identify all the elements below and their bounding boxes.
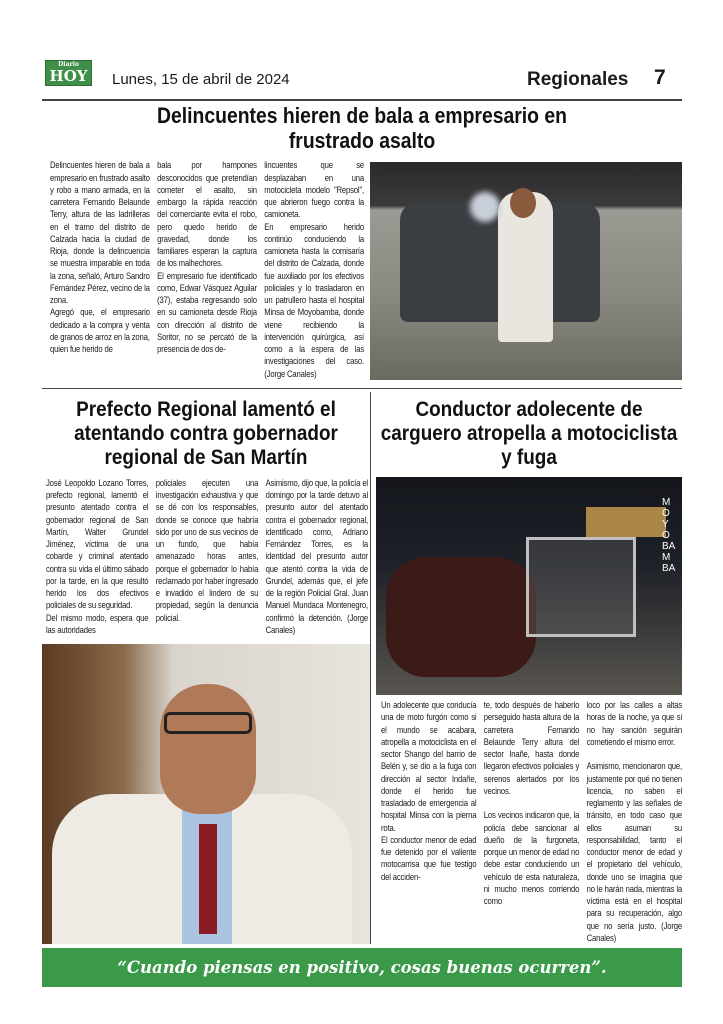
- issue-date: Lunes, 15 de abril de 2024: [112, 71, 290, 88]
- article3-body: [381, 699, 682, 944]
- section-name: Regionales: [527, 69, 629, 90]
- article2-body-wrap: [42, 477, 370, 636]
- article1-title: Delincuentes hieren de bala a empresario en frustrado asalto: [157, 103, 567, 153]
- article2-body: [46, 477, 368, 636]
- article1-photo: [370, 162, 682, 380]
- logo-small-text: Diario: [58, 61, 79, 68]
- article3-column: Un adolecente que conducía una de moto furgón como si el mundo se acabara, atropella a motociclista en el sector Shango del barrio de Belén y, se dio a la fuga con dirección al sector Indañe, donde el herido fue trasladado de emergencia al hospital Minsa con la pierna rota. El conductor menor de edad fue detenido por el valiente motocarrisa que fue testigo del acciden-: [381, 699, 477, 882]
- prefect-portrait-photo: [42, 644, 370, 944]
- article1-column: bala por hampones desconocidos que pretendían cometer el asalto, sin embargo la rápida reacción del comerciante evita el robo, pero quedo herido de gravedad, donde los familiares esperan la captura de los malhechores. El empresario fue identificado como, Edwar Vásquez Aguilar (37), estaba regresando solo en su camioneta desde Rioja con dirección al distrito de Soritor, no se percató de la presencia de dos de-: [157, 159, 257, 354]
- cargo-trike-shape: [526, 537, 636, 637]
- article3-column: loco por las calles a altas horas de la noche, ya que si no hay sanción seguirán cometiendo el mismo error. Asimismo, mencionaron que, justamente por qué no tienen licencia, no saben el reglamento y las señales de tránsito, en todo caso que ellos asuman su responsabilidad, tanto el conductor menor de edad y el propietario del vehículo, donde uno se imagina que no le harán nada, mientras la víctima está en el hospital para su recuperación, algo que no sería justo. (Jorge Canales): [586, 699, 683, 943]
- page-number: 7: [654, 66, 666, 89]
- lower-section: [42, 389, 682, 944]
- article1-body-wrap: [42, 159, 364, 380]
- column-divider: [370, 392, 371, 944]
- article2: [42, 389, 370, 944]
- lit-building-shape: [586, 507, 666, 537]
- newspaper-logo: [45, 60, 92, 86]
- article3-title-wrap: [376, 397, 682, 469]
- footer-quote-banner: “Cuando piensas en positivo, cosas buenas ocurren”.: [42, 948, 682, 987]
- article3-title: Conductor adolecente de carguero atropella a motociclista y fuga: [380, 396, 678, 469]
- logo-big-text: HOY: [49, 67, 88, 85]
- article2-column: policiales ejecuten una investigación exhaustiva y que se dé con los responsables, donde se conoce que habría sido por uno de sus vecinos de un fundo, que había amenazado horas antes, porque el gobernador lo había reclamado por haber ingresado e invadido el lindero de su propiedad, según la denuncia policial.: [155, 476, 259, 623]
- article3: [373, 389, 682, 944]
- article1-column: lincuentes que se desplazaban en una motocicleta modelo "Repsol", que abrieron fuego contra la camioneta. En empresario herido continúo conduciendo la camioneta hasta la comisaría del distrito de Calzada, donde fue auxiliado por los efectivos policiales y lo trasladaron en un patrullero hasta el hospital Minsa de Moyobamba, donde viene recibiendo la intervención quirúrgica, así como a la espera de las investigaciones del caso. (Jorge Canales): [264, 159, 364, 379]
- tie-shape: [199, 824, 217, 934]
- photo-watermark: MOYOBAMBA: [662, 496, 676, 574]
- motorcycle-shape: [386, 557, 536, 677]
- article1-title-wrap: [42, 104, 682, 153]
- glasses-shape: [164, 712, 252, 734]
- face-shape: [160, 684, 256, 814]
- page-body: [42, 104, 682, 944]
- article2-column: José Leopoldo Lozano Torres, prefecto regional, lamentó el presunto atentado contra el gobernador regional de San Martín, Walter Grundel Jiménez, víctima de una cobarde y criminal atentado contra su vida el último sábado por la tarde, en la que resultó herido los dos efectivos policiales de su seguridad. Del mismo modo, espera que las autoridades: [46, 476, 149, 635]
- article2-title: Prefecto Regional lamentó el atentando contra gobernador regional de San Martín: [74, 396, 338, 469]
- article3-column: te, todo después de haberlo perseguido hasta altura de la carretera Fernando Belaunde Terry altura del sector Inañe, hasta donde llegaron efectivos policiales y serenos alertados por los vecinos. Los vecinos indicaron que, la policía debe sancionar al dueño de la furgoneta, porque un menor de edad no debe estar conduciendo un vehículo de esta naturaleza, ni mucho menos corriendo como: [483, 699, 580, 906]
- article3-photo: [376, 477, 682, 695]
- article1-row: [42, 159, 682, 380]
- article2-title-wrap: [42, 397, 370, 469]
- article1-body: [50, 159, 364, 380]
- header-rule: [42, 99, 682, 101]
- article3-body-wrap: [376, 699, 682, 944]
- article1-column: Delincuentes hieren de bala a empresario en frustrado asalto y robo a mano armada, en la carretera Fernando Belaunde Terry, altura de las ladrilleras en el tramo del distrito de Calzada hacia la ciudad de Rioja, donde la delincuencia se muestra imparable en toda la zona, señaló, Arturo Sandro Fernández Pérez, vecino de la zona. Agregó que, el empresario dedicado a la compra y venta de granos de arroz en la zona, quien fue herido de: [50, 159, 150, 354]
- article2-column: Asimismo, dijo que, la policía el domingo por la tarde detuvo al presunto autor del atentado contra el gobernador regional, identificado como, Adriano Fernández Torres, es la identidad del presunto autor que atentó contra la vida de Grundel, además que, el jefe de la región Policial Gral. Juan Manuel Mundaca Montenegro, confirmó la detención. (Jorge Canales): [265, 476, 368, 635]
